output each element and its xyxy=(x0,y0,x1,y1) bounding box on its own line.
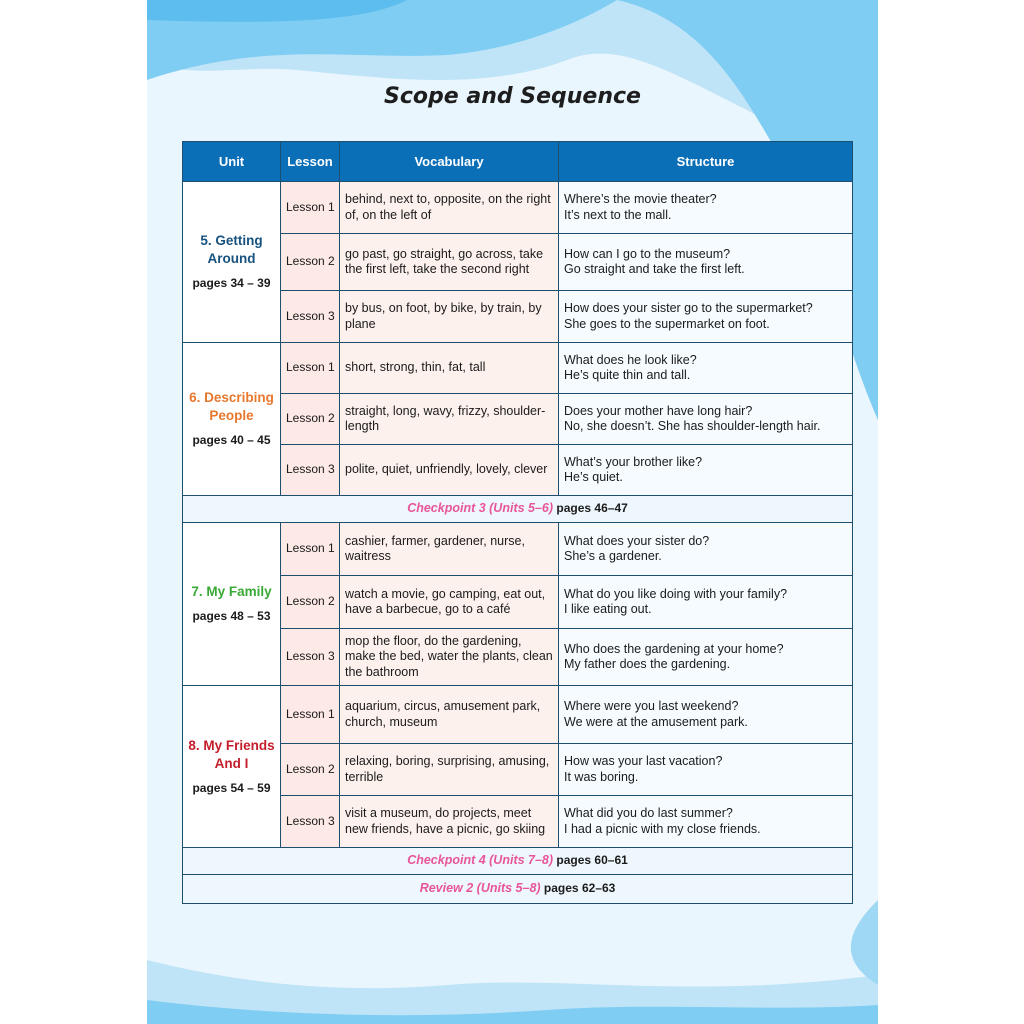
unit-name: 6. Describing People xyxy=(189,390,274,424)
header-structure: Structure xyxy=(559,142,853,182)
checkpoint-row xyxy=(183,848,853,875)
unit-pages: pages 34 – 39 xyxy=(192,276,271,291)
lesson-label: Lesson 1 xyxy=(281,523,340,576)
unit-cell xyxy=(183,523,281,686)
structure-cell: Where’s the movie theater? It’s next to the mall. xyxy=(559,182,853,234)
lesson-label: Lesson 1 xyxy=(281,686,340,744)
lesson-label: Lesson 2 xyxy=(281,576,340,629)
review-name: Review 2 (Units 5–8) xyxy=(419,881,541,896)
table-row xyxy=(183,445,853,496)
vocabulary-cell: mop the floor, do the gardening, make the bed, water the plants, clean the bathroom xyxy=(340,629,559,686)
structure-cell: Does your mother have long hair? No, she doesn’t. She has shoulder-length hair. xyxy=(559,394,853,445)
table-header-row xyxy=(183,142,853,182)
vocabulary-cell: cashier, farmer, gardener, nurse, waitress xyxy=(340,523,559,576)
lesson-label: Lesson 3 xyxy=(281,291,340,343)
table-row xyxy=(183,291,853,343)
unit-cell xyxy=(183,343,281,496)
vocabulary-cell: polite, quiet, unfriendly, lovely, clever xyxy=(340,445,559,496)
checkpoint-pages: pages 60–61 xyxy=(556,853,628,868)
vocabulary-cell: straight, long, wavy, frizzy, shoulder-length xyxy=(340,394,559,445)
vocabulary-cell: by bus, on foot, by bike, by train, by plane xyxy=(340,291,559,343)
lesson-label: Lesson 3 xyxy=(281,445,340,496)
lesson-label: Lesson 1 xyxy=(281,343,340,394)
page-title: Scope and Sequence xyxy=(384,84,641,109)
vocabulary-cell: aquarium, circus, amusement park, church, museum xyxy=(340,686,559,744)
vocabulary-cell: behind, next to, opposite, on the right of, on the left of xyxy=(340,182,559,234)
structure-cell: What’s your brother like? He’s quiet. xyxy=(559,445,853,496)
lesson-label: Lesson 1 xyxy=(281,182,340,234)
structure-cell: What do you like doing with your family? I like eating out. xyxy=(559,576,853,629)
checkpoint-name: Checkpoint 3 (Units 5–6) xyxy=(407,501,554,516)
structure-cell: What did you do last summer? I had a picnic with my close friends. xyxy=(559,796,853,848)
table-row xyxy=(183,523,853,576)
table-row xyxy=(183,629,853,686)
structure-cell: What does he look like? He’s quite thin and tall. xyxy=(559,343,853,394)
unit-cell xyxy=(183,182,281,343)
table-row xyxy=(183,744,853,796)
lesson-label: Lesson 2 xyxy=(281,234,340,291)
lesson-label: Lesson 3 xyxy=(281,629,340,686)
header-vocabulary: Vocabulary xyxy=(340,142,559,182)
structure-cell: How can I go to the museum? Go straight and take the first left. xyxy=(559,234,853,291)
checkpoint-cell xyxy=(183,496,853,523)
structure-cell: Where were you last weekend? We were at the amusement park. xyxy=(559,686,853,744)
table-row xyxy=(183,576,853,629)
header-lesson: Lesson xyxy=(281,142,340,182)
table-row xyxy=(183,343,853,394)
unit-name: 5. Getting Around xyxy=(200,233,263,267)
lesson-label: Lesson 2 xyxy=(281,394,340,445)
structure-cell: Who does the gardening at your home? My father does the gardening. xyxy=(559,629,853,686)
structure-cell: How was your last vacation? It was boring. xyxy=(559,744,853,796)
lesson-label: Lesson 3 xyxy=(281,796,340,848)
review-pages: pages 62–63 xyxy=(543,881,616,896)
page xyxy=(147,0,878,1024)
vocabulary-cell: visit a museum, do projects, meet new friends, have a picnic, go skiing xyxy=(340,796,559,848)
unit-pages: pages 40 – 45 xyxy=(192,433,271,448)
unit-pages: pages 54 – 59 xyxy=(192,780,271,795)
vocabulary-cell: go past, go straight, go across, take the first left, take the second right xyxy=(340,234,559,291)
scope-sequence-table xyxy=(182,141,853,904)
structure-cell: How does your sister go to the supermarket? She goes to the supermarket on foot. xyxy=(559,291,853,343)
checkpoint-cell xyxy=(183,848,853,875)
checkpoint-row xyxy=(183,496,853,523)
table-row xyxy=(183,394,853,445)
table-row xyxy=(183,182,853,234)
review-row xyxy=(183,875,853,904)
review-cell xyxy=(183,875,853,904)
unit-name: 8. My Friends And I xyxy=(188,737,275,771)
checkpoint-pages: pages 46–47 xyxy=(556,501,628,516)
structure-cell: What does your sister do? She’s a gardener. xyxy=(559,523,853,576)
checkpoint-name: Checkpoint 4 (Units 7–8) xyxy=(407,853,554,868)
vocabulary-cell: watch a movie, go camping, eat out, have a barbecue, go to a café xyxy=(340,576,559,629)
header-unit: Unit xyxy=(183,142,281,182)
vocabulary-cell: relaxing, boring, surprising, amusing, terrible xyxy=(340,744,559,796)
vocabulary-cell: short, strong, thin, fat, tall xyxy=(340,343,559,394)
table-row xyxy=(183,796,853,848)
unit-pages: pages 48 – 53 xyxy=(192,609,271,624)
unit-name: 7. My Family xyxy=(191,584,272,600)
table-row xyxy=(183,234,853,291)
lesson-label: Lesson 2 xyxy=(281,744,340,796)
unit-cell xyxy=(183,686,281,848)
table-row xyxy=(183,686,853,744)
